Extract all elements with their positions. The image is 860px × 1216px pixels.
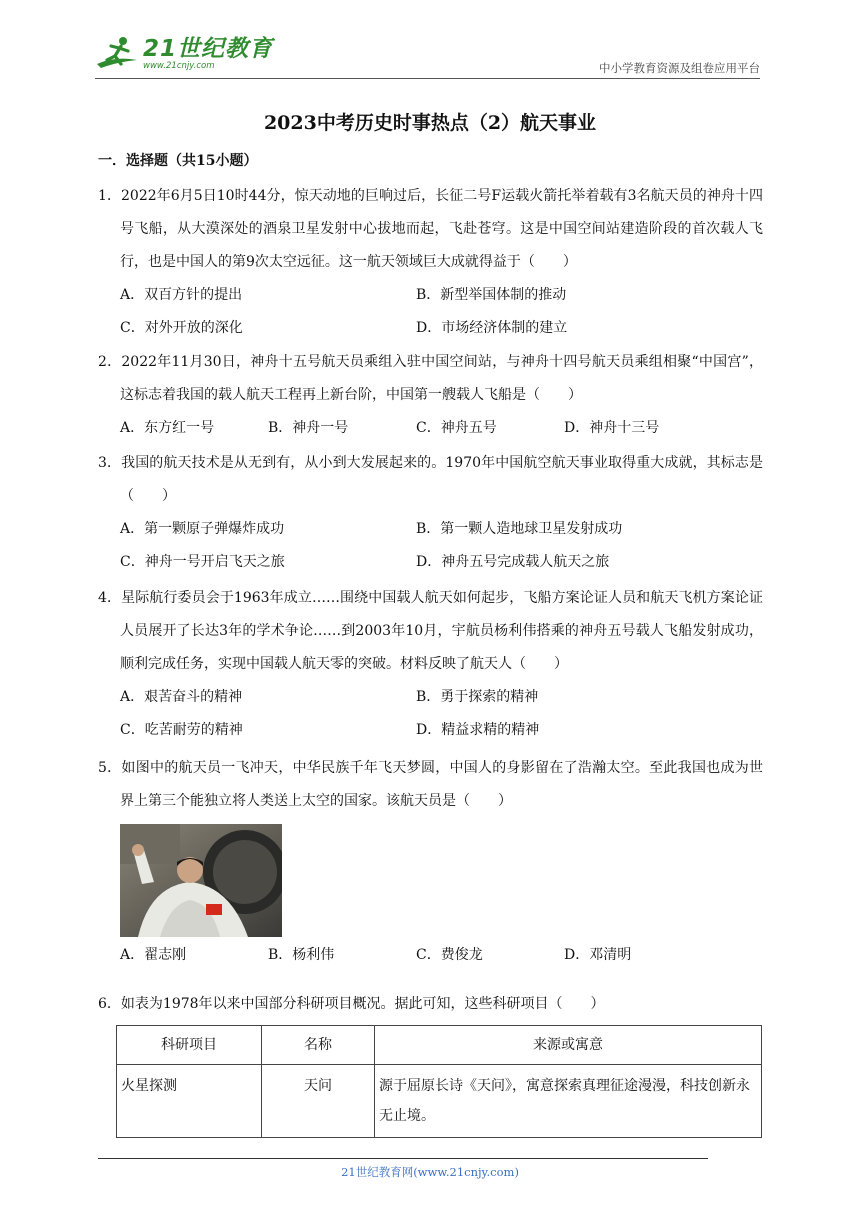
section-heading: 一．选择题（共15小题） xyxy=(98,153,258,169)
question-3 xyxy=(98,447,763,579)
option-d[interactable]: D．精益求精的精神 xyxy=(416,722,540,738)
question-5 xyxy=(98,752,763,972)
option-c[interactable]: C．神舟五号 xyxy=(416,420,497,436)
question-2 xyxy=(98,346,763,445)
question-stem: 4．星际航行委员会于1963年成立……围绕中国载人航天如何起步，飞船方案论证人员和航天飞机方案论证人员展开了长达3年的学术争论……到2003年10月，宇航员杨利伟搭乘的神舟五号载人飞船发射成功，顺利完成任务，实现中国载人航天零的突破。材料反映了航天人（ ） xyxy=(98,590,763,672)
question-stem: 6．如表为1978年以来中国部分科研项目概况。据此可知，这些科研项目（ ） xyxy=(98,996,605,1012)
option-d[interactable]: D．神舟十三号 xyxy=(564,420,660,436)
question-stem: 1．2022年6月5日10时44分，惊天动地的巨响过后，长征二号F运载火箭托举着载有3名航天员的神舟十四号飞船，从大漠深处的酒泉卫星发射中心拔地而起，飞赴苍穹。这是中国空间站建造阶段的首次载人飞行，也是中国人的第9次太空远征。这一航天领域巨大成就得益于（ ） xyxy=(98,188,763,270)
option-d[interactable]: D．神舟五号完成载人航天之旅 xyxy=(416,554,610,570)
table-cell: 源于屈原长诗《天问》，寓意探索真理征途漫漫，科技创新永无止境。 xyxy=(375,1065,762,1138)
option-a[interactable]: A．艰苦奋斗的精神 xyxy=(120,689,243,705)
table-cell: 天问 xyxy=(262,1065,375,1138)
options xyxy=(98,513,763,579)
option-c[interactable]: C．吃苦耐劳的精神 xyxy=(120,722,243,738)
option-d[interactable]: D．市场经济体制的建立 xyxy=(416,320,568,336)
option-c[interactable]: C．对外开放的深化 xyxy=(120,320,243,336)
page-header xyxy=(95,28,760,80)
option-a[interactable]: A．东方红一号 xyxy=(120,420,215,436)
option-b[interactable]: B．新型举国体制的推动 xyxy=(416,287,567,303)
table-cell: 火星探测 xyxy=(117,1065,262,1138)
question-6 xyxy=(98,988,763,1138)
header-divider xyxy=(95,78,760,79)
options xyxy=(98,279,763,345)
option-a[interactable]: A．翟志刚 xyxy=(120,947,187,963)
table-header-row xyxy=(117,1026,762,1065)
logo-text: 21世纪教育 xyxy=(143,36,274,62)
options xyxy=(98,939,763,972)
research-projects-table xyxy=(116,1025,762,1138)
question-stem: 2．2022年11月30日，神舟十五号航天员乘组入驻中国空间站，与神舟十四号航天员乘组相聚“中国宫”，这标志着我国的载人航天工程再上新台阶，中国第一艘载人飞船是（ ） xyxy=(98,354,763,403)
option-c[interactable]: C．神舟一号开启飞天之旅 xyxy=(120,554,285,570)
option-d[interactable]: D．邓清明 xyxy=(564,947,632,963)
question-1 xyxy=(98,180,763,345)
option-b[interactable]: B．杨利伟 xyxy=(268,947,335,963)
option-b[interactable]: B．神舟一号 xyxy=(268,420,349,436)
question-stem: 3．我国的航天技术是从无到有，从小到大发展起来的。1970年中国航空航天事业取得重大成就，其标志是（ ） xyxy=(98,455,763,504)
footer-divider xyxy=(98,1158,708,1159)
table-header-cell: 来源或寓意 xyxy=(375,1026,762,1065)
logo xyxy=(95,34,273,74)
page-title: 2023中考历史时事热点（2）航天事业 xyxy=(263,112,597,134)
option-a[interactable]: A．第一颗原子弹爆炸成功 xyxy=(120,521,285,537)
option-b[interactable]: B．第一颗人造地球卫星发射成功 xyxy=(416,521,623,537)
table-row xyxy=(117,1065,762,1138)
option-b[interactable]: B．勇于探索的精神 xyxy=(416,689,539,705)
options xyxy=(98,412,763,445)
astronaut-photo xyxy=(120,824,282,937)
logo-url: www.21cnjy.com xyxy=(143,61,215,71)
question-4 xyxy=(98,582,763,747)
runner-logo-icon xyxy=(95,34,139,74)
question-stem: 5．如图中的航天员一飞冲天，中华民族千年飞天梦圆，中国人的身影留在了浩瀚太空。至此我国也成为世界上第三个能独立将人类送上太空的国家。该航天员是（ ） xyxy=(98,760,763,809)
option-c[interactable]: C．费俊龙 xyxy=(416,947,483,963)
options xyxy=(98,681,763,747)
astronaut-image xyxy=(120,824,282,937)
header-platform-text: 中小学教育资源及组卷应用平台 xyxy=(599,61,760,75)
footer-link[interactable]: 21世纪教育网(www.21cnjy.com) xyxy=(341,1165,519,1179)
table-header-cell: 科研项目 xyxy=(117,1026,262,1065)
table-header-cell: 名称 xyxy=(262,1026,375,1065)
option-a[interactable]: A．双百方针的提出 xyxy=(120,287,243,303)
